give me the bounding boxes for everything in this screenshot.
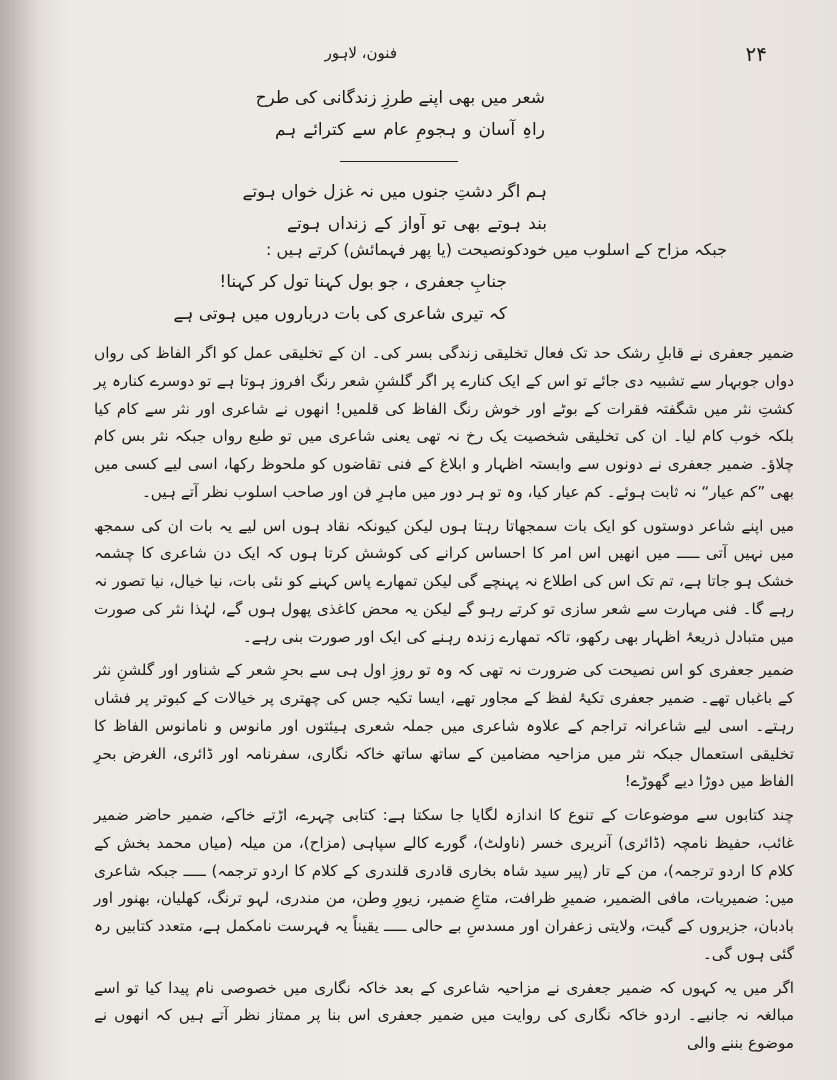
page-number: ۲۴ [745,42,767,66]
verse-line: ہم اگر دشتِ جنوں میں نہ غزل خواں ہوتے [242,182,547,202]
paragraph: اگر میں یہ کہوں کہ ضمیر جعفری نے مزاحیہ شاعری کے بعد خاکہ نگاری میں خصوصی نام پیدا کیا تو اسے مبالغہ نہ جانیے۔ اردو خاکہ نگاری کی روایت میں ضمیر جعفری اس بنا پر ممتاز نظر آتے ہیں کہ انھوں نے موضوع بننے والی [94,978,794,1052]
section-divider [340,161,458,162]
intro-line: جبکہ مزاح کے اسلوب میں خودکونصیحت (یا پھر فہمائش) کرتے ہیں : [266,240,727,259]
verse-line: جنابِ جعفری ، جو بول کہنا تول کر کہنا! [219,272,507,292]
paragraph: چند کتابوں سے موضوعات کے تنوع کا اندازہ لگایا جا سکتا ہے: کتابی چہرے، اڑتے خاکے، ضمیر حاضر ضمیر غائب، حفیظ نامچہ (ڈائری) آنریری خسر (ناولٹ)، گورے کالے سپاہی (مزاح)، من میلہ (میاں محمد بخش کے کلام کا اردو ترجمہ)، من کے تار (پیر سید شاہ بخاری قادری قلندری کے کلام کا اردو ترجمہ) ـــــ جبکہ شاعری میں: ضمیریات، مافی الضمیر، ضمیرِ ظرافت، متاعِ ضمیر، زیورِ وطن، من مندری، لہو ترنگ، کھلیان، بھنور اور بادبان، جزیروں کے گیت، ولایتی زعفران اور مسدسِ بے حالی ـــــ یقیناً یہ فہرست نامکمل ہے، متعدد کتابیں رہ گئی ہوں گی۔ [94,806,794,963]
paragraph: ضمیر جعفری کو اس نصیحت کی ضرورت نہ تھی کہ وہ تو روزِ اول ہی سے بحرِ شعر کے شناور اور گلشنِ نثر کے باغباں تھے۔ ضمیر جعفری تکیۂ لفظ کے مجاور تھے، ایسا تکیہ جس کی چھتری پر خیالات کے کبوتر پر فشاں رہتے۔ اسی لیے شاعرانہ تراجم کے علاوہ شاعری میں جملہ شعری ہیئتوں اور مانوس و نامانوس الفاظ کا تخلیقی استعمال جبکہ نثر میں مزاحیہ مضامین کے ساتھ ساتھ خاکہ نگاری، سفرنامہ اور ڈائری، الغرض بحرِ الفاظ میں دوڑا دیے گھوڑے! [94,661,794,791]
page-header [60,42,767,66]
verse-line: کہ تیری شاعری کی بات درباروں میں ہوتی ہے [173,304,507,324]
page-binding-shadow [0,0,40,1080]
body-text [94,340,794,1058]
paragraph: میں اپنے شاعر دوستوں کو ایک بات سمجھاتا رہتا ہوں لیکن کیونکہ نقاد ہوں اس لیے یہ بات ان کی سمجھ میں نہیں آتی ـــــ میں انھیں اس امر کا احساس کرانے کی کوشش کرتا ہوں کہ ایک دن شاعری کا چشمہ خشک ہو جاتا ہے، تم تک اس کی اطلاع نہ پہنچے گی لیکن تمھارے پاس کہنے کو نئی بات، نیا خیال، نیا تصور نہ رہے گا۔ فنی مہارت سے شعر سازی تو کرتے رہو گے لیکن یہ محض کاغذی پھول ہوں گے، لہٰذا نثر کی صورت میں متبادل ذریعۂ اظہار بھی رکھو، تاکہ تمھارے زندہ رہنے کی ایک اور صورت بنی رہے۔ [94,516,794,646]
paragraph: ضمیر جعفری نے قابلِ رشک حد تک فعال تخلیقی زندگی بسر کی۔ ان کے تخلیقی عمل کو اگر الفاظ کی رواں دواں جوبہار سے تشبیہ دی جائے تو اس کے ایک کنارے پر اگر گلشنِ شعر رنگ افروز ہوتا ہے تو دوسرے کنارہ پر کشتِ نثر میں شگفتہ فقرات کے بوٹے اور خوش رنگ الفاظ کی قلمیں! انھوں نے شاعری اور نثر سے کام کیا بلکہ خوب کام لیا۔ ان کی تخلیقی شخصیت یک رخ نہ تھی یعنی شاعری میں تو طبع رواں جبکہ نثر بس کام چلاؤ۔ ضمیر جعفری نے دونوں سے وابستہ اظہار و ابلاغ کے فنی تقاضوں کو ملحوظ رکھا، اسی لیے کسی میں بھی ”کم عیار“ نہ ثابت ہوئے۔ کم عیار کیا، وہ تو ہر دور میں ماہرِ فن اور صاحب اسلوب نظر آتے ہیں۔ [94,344,794,501]
verse-couplet-3 [173,266,507,330]
verse-couplet-2 [242,176,547,240]
running-title: فنون، لاہور [324,44,397,62]
verse-couplet-1 [255,82,545,146]
verse-line: بند ہوتے بھی تو آواز کے زنداں ہوتے [287,214,547,234]
verse-line: شعر میں بھی اپنے طرزِ زندگانی کی طرح [255,88,545,108]
verse-line: راہِ آسان و ہجومِ عام سے کترائے ہم [275,120,545,140]
